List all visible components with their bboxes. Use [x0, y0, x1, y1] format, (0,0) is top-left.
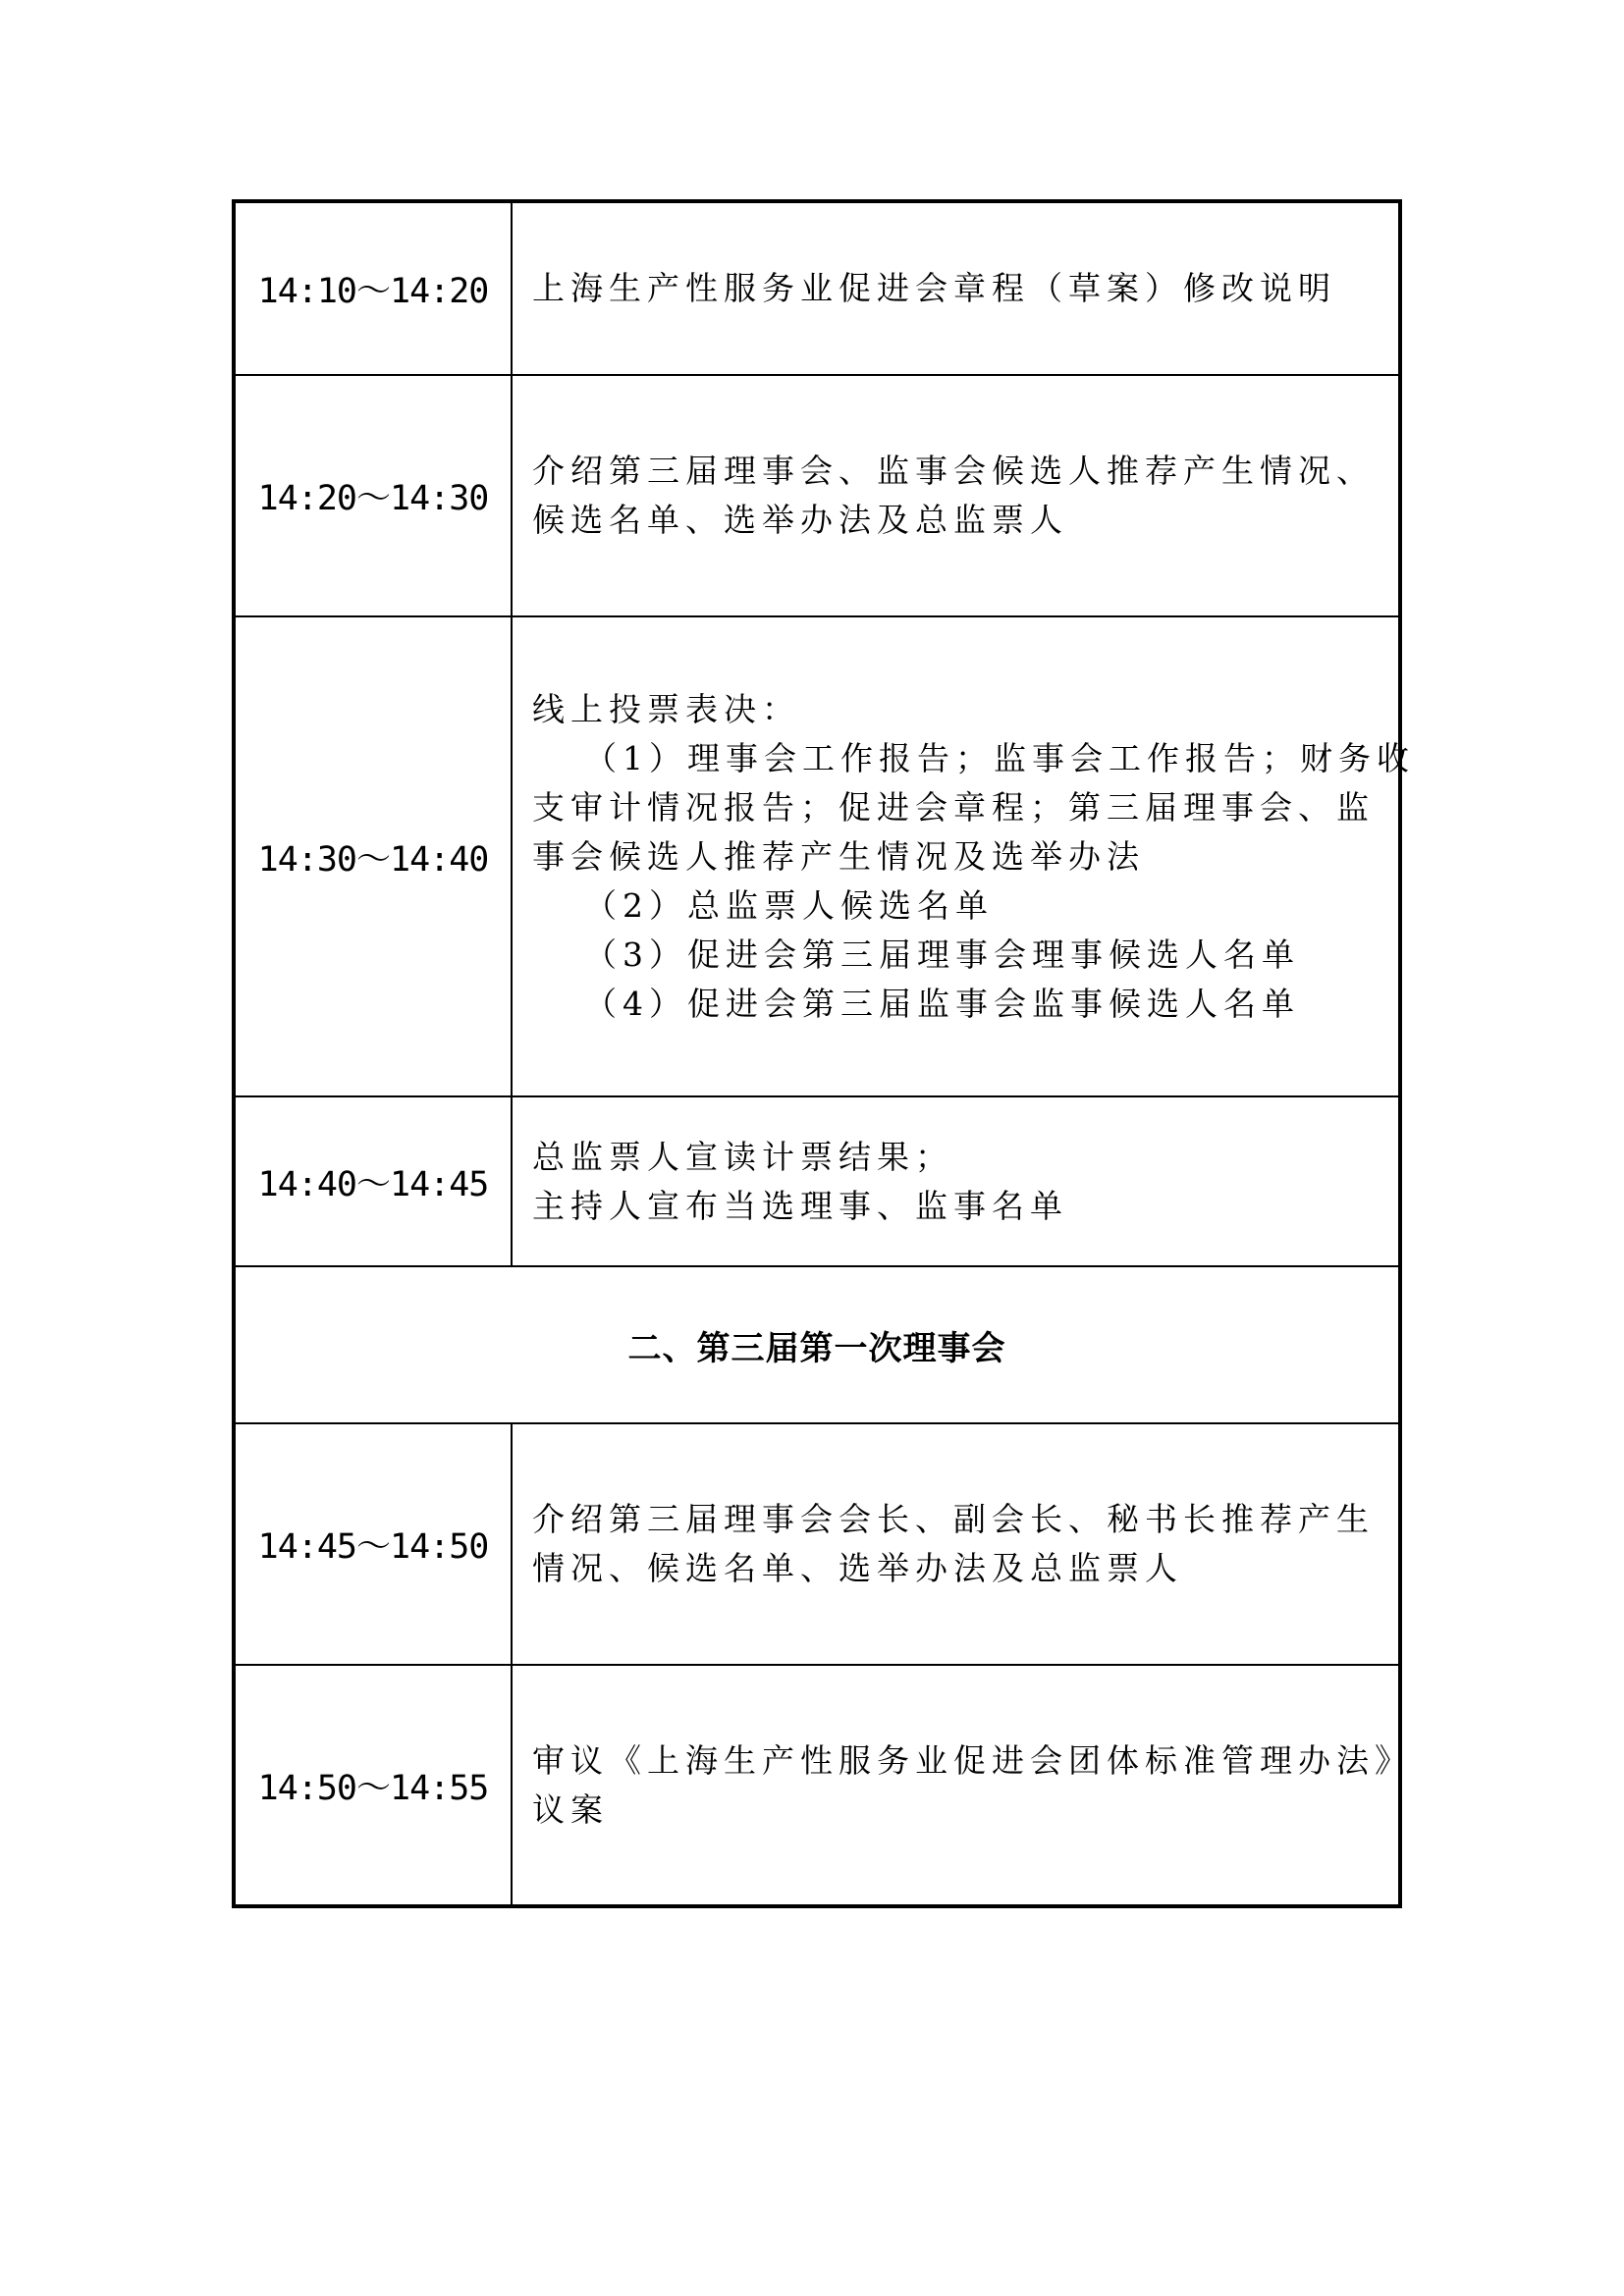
time-cell: 14:50～14:55: [234, 1665, 512, 1906]
table-row: [234, 201, 1400, 375]
description-line: （4）促进会第三届监事会监事候选人名单: [584, 984, 1300, 1023]
table-row: [234, 375, 1400, 616]
table-row: [234, 1665, 1400, 1906]
description-line: 线上投票表决：: [532, 689, 800, 728]
description-line: （1）理事会工作报告；监事会工作报告；财务收: [584, 738, 1415, 777]
description-cell: [512, 616, 1415, 1096]
time-cell: 14:40～14:45: [234, 1096, 512, 1266]
description-line: （3）促进会第三届理事会理事候选人名单: [584, 934, 1300, 974]
description-line: 情况、候选名单、选举办法及总监票人: [532, 1549, 1183, 1587]
description-line: 上海生产性服务业促进会章程（草案）修改说明: [532, 269, 1336, 307]
description-line: 候选名单、选举办法及总监票人: [532, 501, 1068, 539]
time-cell: 14:45～14:50: [234, 1423, 512, 1665]
agenda-table: [232, 199, 1415, 1908]
description-line: 介绍第三届理事会会长、副会长、秘书长推荐产生: [532, 1500, 1375, 1538]
description-cell: [512, 1096, 1400, 1266]
description-line: 事会候选人推荐产生情况及选举办法: [532, 836, 1145, 876]
description-cell: [512, 201, 1400, 375]
table-row: [234, 1096, 1400, 1266]
description-line: 支审计情况报告；促进会章程；第三届理事会、监: [532, 787, 1375, 827]
description-line: 主持人宣布当选理事、监事名单: [532, 1186, 1068, 1225]
description-line: 审议《上海生产性服务业促进会团体标准管理办法》: [532, 1740, 1413, 1780]
description-line: 议案: [532, 1789, 609, 1829]
description-line: 总监票人宣读计票结果；: [532, 1137, 953, 1176]
description-line: （2）总监票人候选名单: [584, 885, 994, 925]
time-cell: 14:20～14:30: [234, 375, 512, 616]
table-row: [234, 1423, 1400, 1665]
description-cell: [512, 1423, 1400, 1665]
time-cell: 14:10～14:20: [234, 201, 512, 375]
description-line: 介绍第三届理事会、监事会候选人推荐产生情况、: [532, 452, 1375, 490]
section-heading: 二、第三届第一次理事会: [234, 1266, 1400, 1423]
description-cell: [512, 1665, 1413, 1906]
table-row: [234, 616, 1400, 1096]
time-cell: 14:30～14:40: [234, 616, 512, 1096]
description-cell: [512, 375, 1400, 616]
section-row: [234, 1266, 1400, 1423]
